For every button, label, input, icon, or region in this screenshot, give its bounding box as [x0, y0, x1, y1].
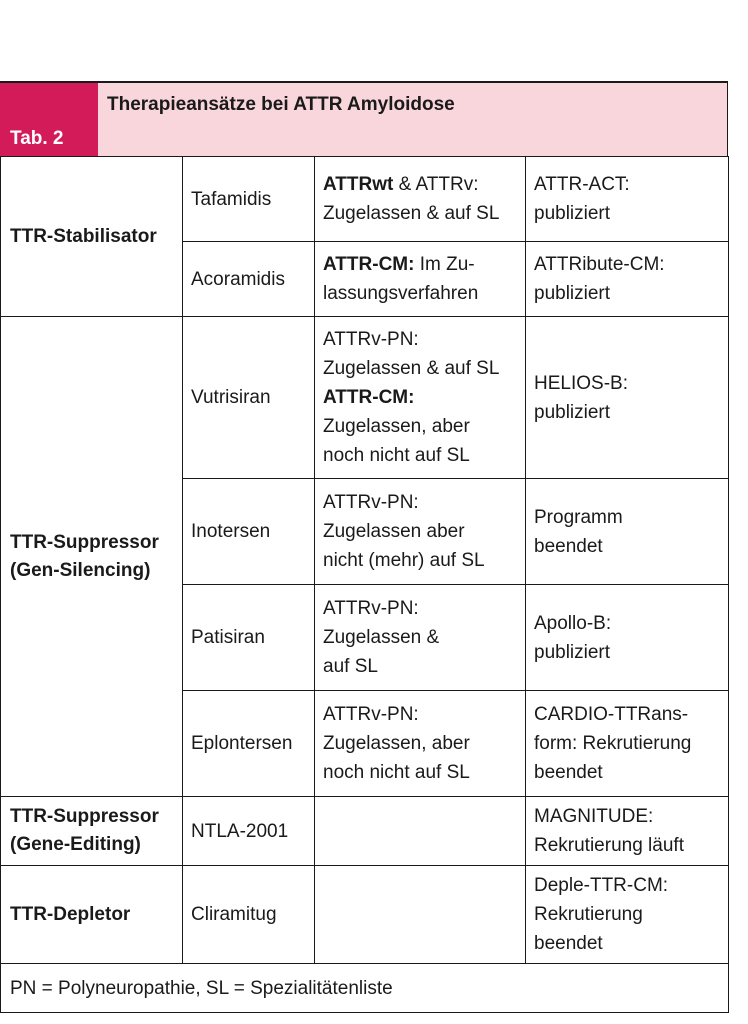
- status-cell: [315, 691, 526, 797]
- category-label: TTR-Depletor: [10, 903, 131, 925]
- category-label: TTR-Suppressor: [10, 531, 159, 553]
- status-text: Zugelassen & auf SL: [323, 358, 500, 379]
- drug-cell: [183, 585, 315, 691]
- tab-label: Tab. 2: [10, 128, 64, 149]
- status-cell: [315, 797, 526, 866]
- status-highlight: ATTR-CM:: [323, 254, 415, 275]
- status-text: Zugelassen, aber: [323, 733, 470, 754]
- status-text: nicht (mehr) auf SL: [323, 550, 485, 571]
- study-text: beendet: [534, 535, 603, 557]
- study-text: publiziert: [534, 283, 611, 304]
- status-text: Zugelassen &: [323, 627, 440, 648]
- category-cell: [1, 317, 183, 797]
- therapy-table: [0, 81, 728, 1013]
- status-highlight: ATTR-CM:: [323, 387, 415, 408]
- status-text: lassungsverfahren: [323, 283, 479, 304]
- status-text: Zugelassen, aber: [323, 416, 470, 437]
- study-text: Apollo-B:: [534, 612, 612, 634]
- drug-cell: [183, 157, 315, 242]
- tab-label-box: [0, 83, 98, 156]
- table-title: Therapieansätze bei ATTR Amyloidose: [107, 94, 455, 115]
- study-text: MAGNITUDE:: [534, 806, 654, 827]
- study-text: beendet: [534, 933, 603, 954]
- drug-cell: [183, 797, 315, 866]
- category-label: TTR-Suppressor: [10, 806, 159, 827]
- study-text: form: Rekrutierung: [534, 733, 692, 754]
- status-text: ATTRv-PN:: [323, 329, 419, 350]
- status-text: noch nicht auf SL: [323, 762, 470, 783]
- table-row: [1, 866, 729, 964]
- drug-name: Cliramitug: [191, 904, 277, 925]
- status-cell: [315, 317, 526, 479]
- study-cell: [526, 479, 729, 585]
- study-cell: [526, 242, 729, 317]
- study-text: Rekrutierung läuft: [534, 835, 684, 856]
- status-text: ATTRv-PN:: [323, 704, 419, 725]
- status-highlight: ATTRwt: [323, 174, 394, 195]
- category-label: (Gene-Editing): [10, 834, 141, 855]
- drug-name: NTLA-2001: [191, 820, 289, 842]
- study-text: publiziert: [534, 641, 611, 663]
- study-text: publiziert: [534, 401, 611, 423]
- category-cell: [1, 157, 183, 317]
- status-cell: [315, 479, 526, 585]
- study-cell: [526, 866, 729, 964]
- status-text: Im Zu-: [414, 254, 475, 275]
- study-cell: [526, 585, 729, 691]
- drug-name: Eplontersen: [191, 733, 293, 754]
- status-cell: [315, 157, 526, 242]
- study-cell: [526, 157, 729, 242]
- study-text: Deple-TTR-CM:: [534, 875, 669, 896]
- drug-name: Tafamidis: [191, 188, 272, 210]
- category-cell: [1, 866, 183, 964]
- drug-cell: [183, 691, 315, 797]
- study-text: CARDIO-TTRans-: [534, 704, 689, 725]
- study-text: ATTRibute-CM:: [534, 254, 665, 275]
- drug-name: Vutrisiran: [191, 387, 271, 408]
- drug-name: Acoramidis: [191, 268, 285, 290]
- table-row: [1, 317, 729, 479]
- status-text: ATTRv-PN:: [323, 598, 419, 619]
- status-text: & ATTRv:: [393, 174, 479, 195]
- study-text: Rekrutierung: [534, 904, 643, 925]
- status-cell: [315, 866, 526, 964]
- study-cell: [526, 797, 729, 866]
- table-footnote-row: [1, 964, 729, 1013]
- category-label: (Gen-Silencing): [10, 559, 151, 581]
- status-cell: [315, 242, 526, 317]
- footnote-text: PN = Polyneuropathie, SL = Spezialitätenliste: [10, 977, 393, 999]
- drug-cell: [183, 242, 315, 317]
- drug-name: Patisiran: [191, 627, 265, 648]
- status-cell: [315, 585, 526, 691]
- drug-cell: [183, 866, 315, 964]
- study-cell: [526, 691, 729, 797]
- category-label: TTR-Stabilisator: [10, 225, 157, 247]
- study-cell: [526, 317, 729, 479]
- footnote-cell: [1, 964, 729, 1013]
- drug-cell: [183, 479, 315, 585]
- study-text: HELIOS-B:: [534, 372, 628, 394]
- table-row: [1, 797, 729, 866]
- category-cell: [1, 797, 183, 866]
- status-text: noch nicht auf SL: [323, 445, 470, 466]
- table-body: [0, 156, 729, 1013]
- status-text: ATTRv-PN:: [323, 492, 419, 513]
- table-header: [0, 81, 728, 156]
- study-text: ATTR-ACT:: [534, 174, 630, 195]
- status-text: Zugelassen & auf SL: [323, 203, 500, 224]
- status-text: Zugelassen aber: [323, 521, 465, 542]
- table-row: [1, 157, 729, 242]
- study-text: publiziert: [534, 203, 611, 224]
- study-text: beendet: [534, 762, 603, 783]
- status-text: auf SL: [323, 656, 378, 677]
- study-text: Programm: [534, 506, 623, 528]
- drug-name: Inotersen: [191, 521, 271, 542]
- drug-cell: [183, 317, 315, 479]
